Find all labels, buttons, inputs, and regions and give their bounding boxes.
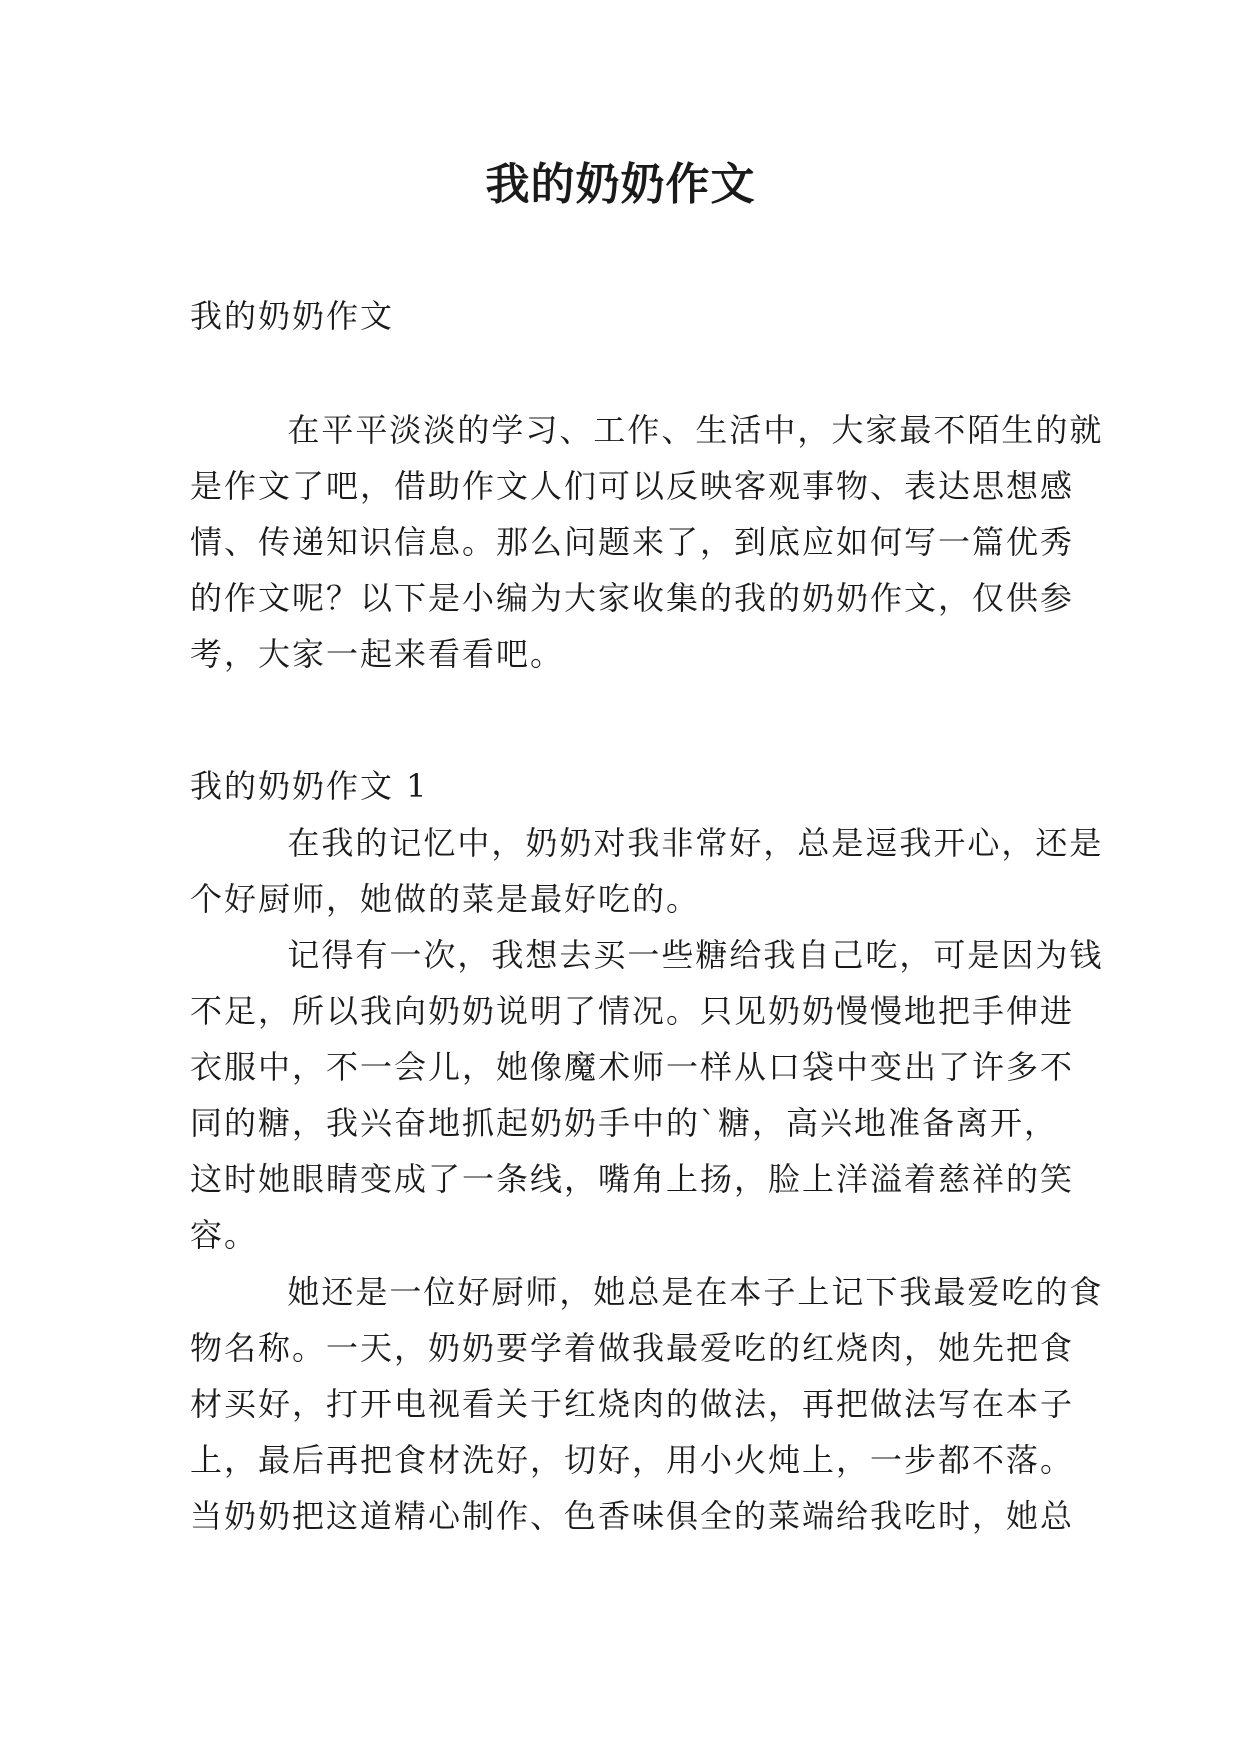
body-paragraph: 她还是一位好厨师，她总是在本子上记下我最爱吃的食 物名称。一天，奶奶要学着做我最爱吃的红烧肉，她先把食 材买好，打开电视看关于红烧肉的做法，再把做法写在本子 上，最后再把食材洗好，切好，用小火炖上，一步都不落。 当奶奶把这道精心制作、色香味俱全的菜端给我吃时，她总 bbox=[190, 1273, 1104, 1535]
intro-paragraph: 在平平淡淡的学习、工作、生活中，大家最不陌生的就 是作文了吧，借助作文人们可以反映客观事物、表达思想感 情、传递知识信息。那么问题来了，到底应如何写一篇优秀 的作文呢？以下是小编为大家收集的我的奶奶作文，仅供参 考，大家一起来看看吧。 bbox=[190, 411, 1104, 673]
body-paragraph: 记得有一次，我想去买一些糖给我自己吃，可是因为钱 不足，所以我向奶奶说明了情况。只见奶奶慢慢地把手伸进 衣服中，不一会儿，她像魔术师一样从口袋中变出了许多不 同的糖，我兴奋地抓起奶奶手中的`糖，高兴地准备离开， 这时她眼睛变成了一条线，嘴角上扬，脸上洋溢着慈祥的笑 容。 bbox=[190, 936, 1104, 1254]
section-heading: 我的奶奶作文 1 bbox=[190, 767, 429, 805]
document-title: 我的奶奶作文 bbox=[485, 159, 756, 210]
body-paragraph: 在我的记忆中，奶奶对我非常好，总是逗我开心，还是 个好厨师，她做的菜是最好吃的。 bbox=[190, 824, 1104, 918]
document-subtitle: 我的奶奶作文 bbox=[190, 297, 395, 335]
